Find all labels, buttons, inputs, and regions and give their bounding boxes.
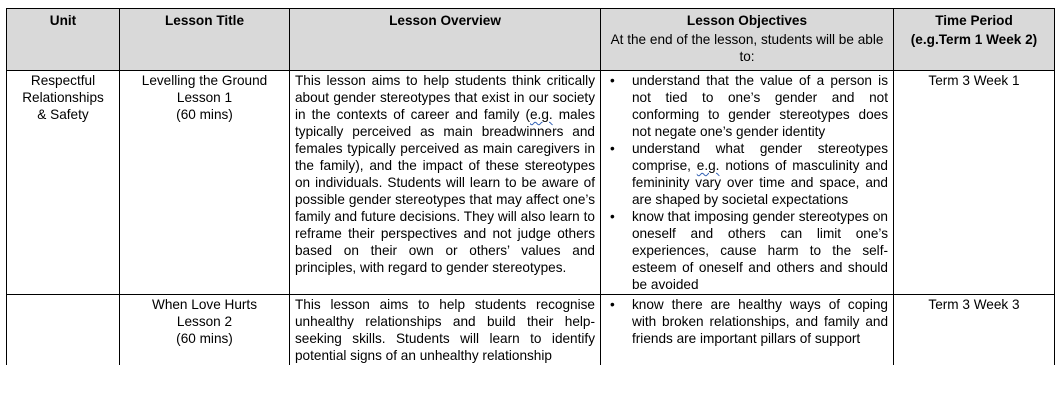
header-row bbox=[7, 9, 1055, 71]
header-time-period bbox=[894, 9, 1055, 71]
cell-unit bbox=[7, 71, 120, 295]
overview-text-start: This lesson aims to help students think critically about gender stereotypes that exist in our society in the contexts of career and family ( bbox=[295, 73, 595, 122]
table-row bbox=[7, 71, 1055, 295]
table-row bbox=[7, 295, 1055, 366]
overview-eg-abbrev: e.g. bbox=[530, 107, 553, 122]
lesson-title: When Love Hurts bbox=[151, 297, 258, 312]
header-lesson-objectives-label: Lesson Objectives bbox=[686, 13, 808, 28]
objective-eg-abbrev: e.g. bbox=[696, 158, 720, 173]
cell-lesson-overview: This lesson aims to help students recognise unhealthy relationships and build their help-seeking skills. Students will learn to identify potential signs of an unhealthy relationship bbox=[290, 295, 601, 366]
header-lesson-objectives-subtitle: At the end of the lesson, students will be able to: bbox=[610, 32, 884, 64]
overview-text-end: males typically perceived as main breadwinners and females typically perceived as main caregivers in the family), and the impact of these stereotypes on individuals. Students will learn to be aware of possible gender stereotypes that may affect one’s family and future decisions. They will also learn to reframe their perspectives and not judge others based on their own or others’ values and principles, with regard to gender stereotypes. bbox=[295, 107, 595, 275]
header-lesson-title: Lesson Title bbox=[120, 9, 290, 71]
lesson-plan-table bbox=[6, 8, 1055, 365]
objectives-list bbox=[606, 296, 888, 347]
lesson-duration: (60 mins) bbox=[176, 107, 233, 122]
list-item: • know there are healthy ways of coping with broken relationships, and family and friends are important pillars of support bbox=[632, 296, 888, 347]
header-unit: Unit bbox=[7, 9, 120, 71]
list-item: • understand that the value of a person is not tied to one’s gender and not conforming to gender stereotypes does not negate one’s gender identity bbox=[632, 72, 888, 140]
cell-lesson-objectives bbox=[601, 71, 894, 295]
cell-time-period: Term 3 Week 3 bbox=[894, 295, 1055, 366]
list-item: • know that imposing gender stereotypes on oneself and others can limit one’s experiences, cause harm to the self-esteem of oneself and others and should be avoided bbox=[632, 208, 888, 293]
cell-lesson-title bbox=[120, 295, 290, 366]
objective-text-start: understand what gender stereotypes comprise, bbox=[632, 141, 888, 173]
objective-text-end: notions of masculinity and femininity vary over time and space, and are shaped by societal expectations bbox=[632, 158, 888, 207]
unit-line: Relationships bbox=[22, 90, 104, 105]
lesson-duration: (60 mins) bbox=[176, 331, 233, 346]
cell-time-period: Term 3 Week 1 bbox=[894, 71, 1055, 295]
lesson-number: Lesson 1 bbox=[176, 90, 233, 105]
cell-lesson-title bbox=[120, 71, 290, 295]
header-time-period-subtitle: (e.g.Term 1 Week 2) bbox=[910, 32, 1038, 47]
header-lesson-overview: Lesson Overview bbox=[290, 9, 601, 71]
list-item bbox=[632, 140, 888, 208]
cell-lesson-objectives bbox=[601, 295, 894, 366]
header-time-period-label: Time Period bbox=[935, 13, 1013, 28]
lesson-title: Levelling the Ground bbox=[141, 73, 268, 88]
cell-unit bbox=[7, 295, 120, 366]
header-lesson-objectives bbox=[601, 9, 894, 71]
unit-line: Respectful bbox=[30, 73, 96, 88]
unit-line: & Safety bbox=[37, 107, 89, 122]
lesson-number: Lesson 2 bbox=[176, 314, 233, 329]
cell-lesson-overview bbox=[290, 71, 601, 295]
objectives-list bbox=[606, 72, 888, 293]
